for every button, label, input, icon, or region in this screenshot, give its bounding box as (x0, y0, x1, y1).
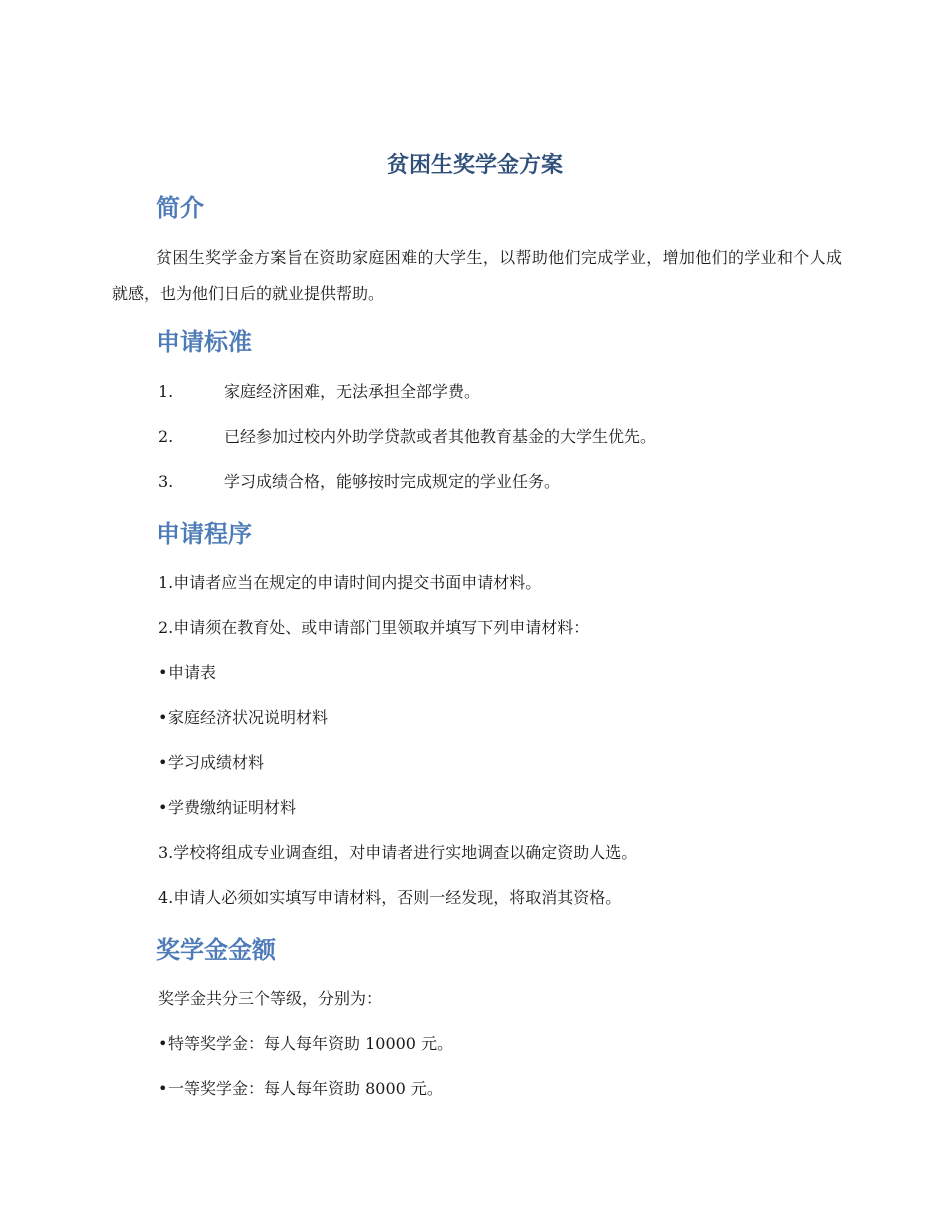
section-heading-procedure: 申请程序 (156, 520, 252, 548)
criteria-item (158, 470, 560, 494)
criteria-item-number: 1. (158, 382, 174, 401)
amount-intro: 奖学金共分三个等级，分别为： (158, 989, 383, 1008)
section-heading-amount: 奖学金金额 (156, 936, 276, 964)
criteria-item (158, 425, 656, 449)
criteria-item (158, 380, 480, 404)
procedure-step-1: 1.申请者应当在规定的申请时间内提交书面申请材料。 (158, 573, 542, 592)
procedure-step-2: 2.申请须在教育处、或申请部门里领取并填写下列申请材料： (158, 618, 590, 637)
material-list-item (158, 706, 328, 730)
bullet-icon: • (158, 1034, 168, 1053)
document-title: 贫困生奖学金方案 (386, 153, 563, 178)
bullet-icon: • (158, 708, 168, 727)
material-list-item (158, 796, 296, 820)
material-text: 申请表 (168, 663, 217, 682)
criteria-item-text: 家庭经济困难，无法承担全部学费。 (224, 382, 481, 401)
intro-paragraph: 贫困生奖学金方案旨在资助家庭困难的大学生，以帮助他们完成学业，增加他们的学业和个人成就感，也为他们日后的就业提供帮助。 (112, 248, 842, 303)
criteria-item-text: 学习成绩合格，能够按时完成规定的学业任务。 (224, 472, 561, 491)
bullet-icon: • (158, 798, 168, 817)
material-text: 学费缴纳证明材料 (168, 798, 297, 817)
section-heading-criteria: 申请标准 (156, 328, 252, 356)
procedure-step-3: 3.学校将组成专业调查组，对申请者进行实地调查以确定资助人选。 (158, 843, 638, 862)
amount-level-text: 特等奖学金：每人每年资助 10000 元。 (168, 1034, 454, 1053)
amount-level-item (158, 1077, 443, 1101)
material-text: 学习成绩材料 (168, 753, 265, 772)
amount-level-item (158, 1032, 453, 1056)
bullet-icon: • (158, 753, 168, 772)
material-text: 家庭经济状况说明材料 (168, 708, 329, 727)
criteria-item-number: 3. (158, 472, 174, 491)
material-list-item (158, 751, 264, 775)
section-heading-intro: 简介 (156, 194, 204, 222)
bullet-icon: • (158, 1079, 168, 1098)
bullet-icon: • (158, 663, 168, 682)
criteria-item-text: 已经参加过校内外助学贷款或者其他教育基金的大学生优先。 (224, 427, 657, 446)
criteria-item-number: 2. (158, 427, 174, 446)
material-list-item (158, 661, 216, 685)
procedure-step-4: 4.申请人必须如实填写申请材料，否则一经发现，将取消其资格。 (158, 888, 622, 907)
amount-level-text: 一等奖学金：每人每年资助 8000 元。 (168, 1079, 443, 1098)
